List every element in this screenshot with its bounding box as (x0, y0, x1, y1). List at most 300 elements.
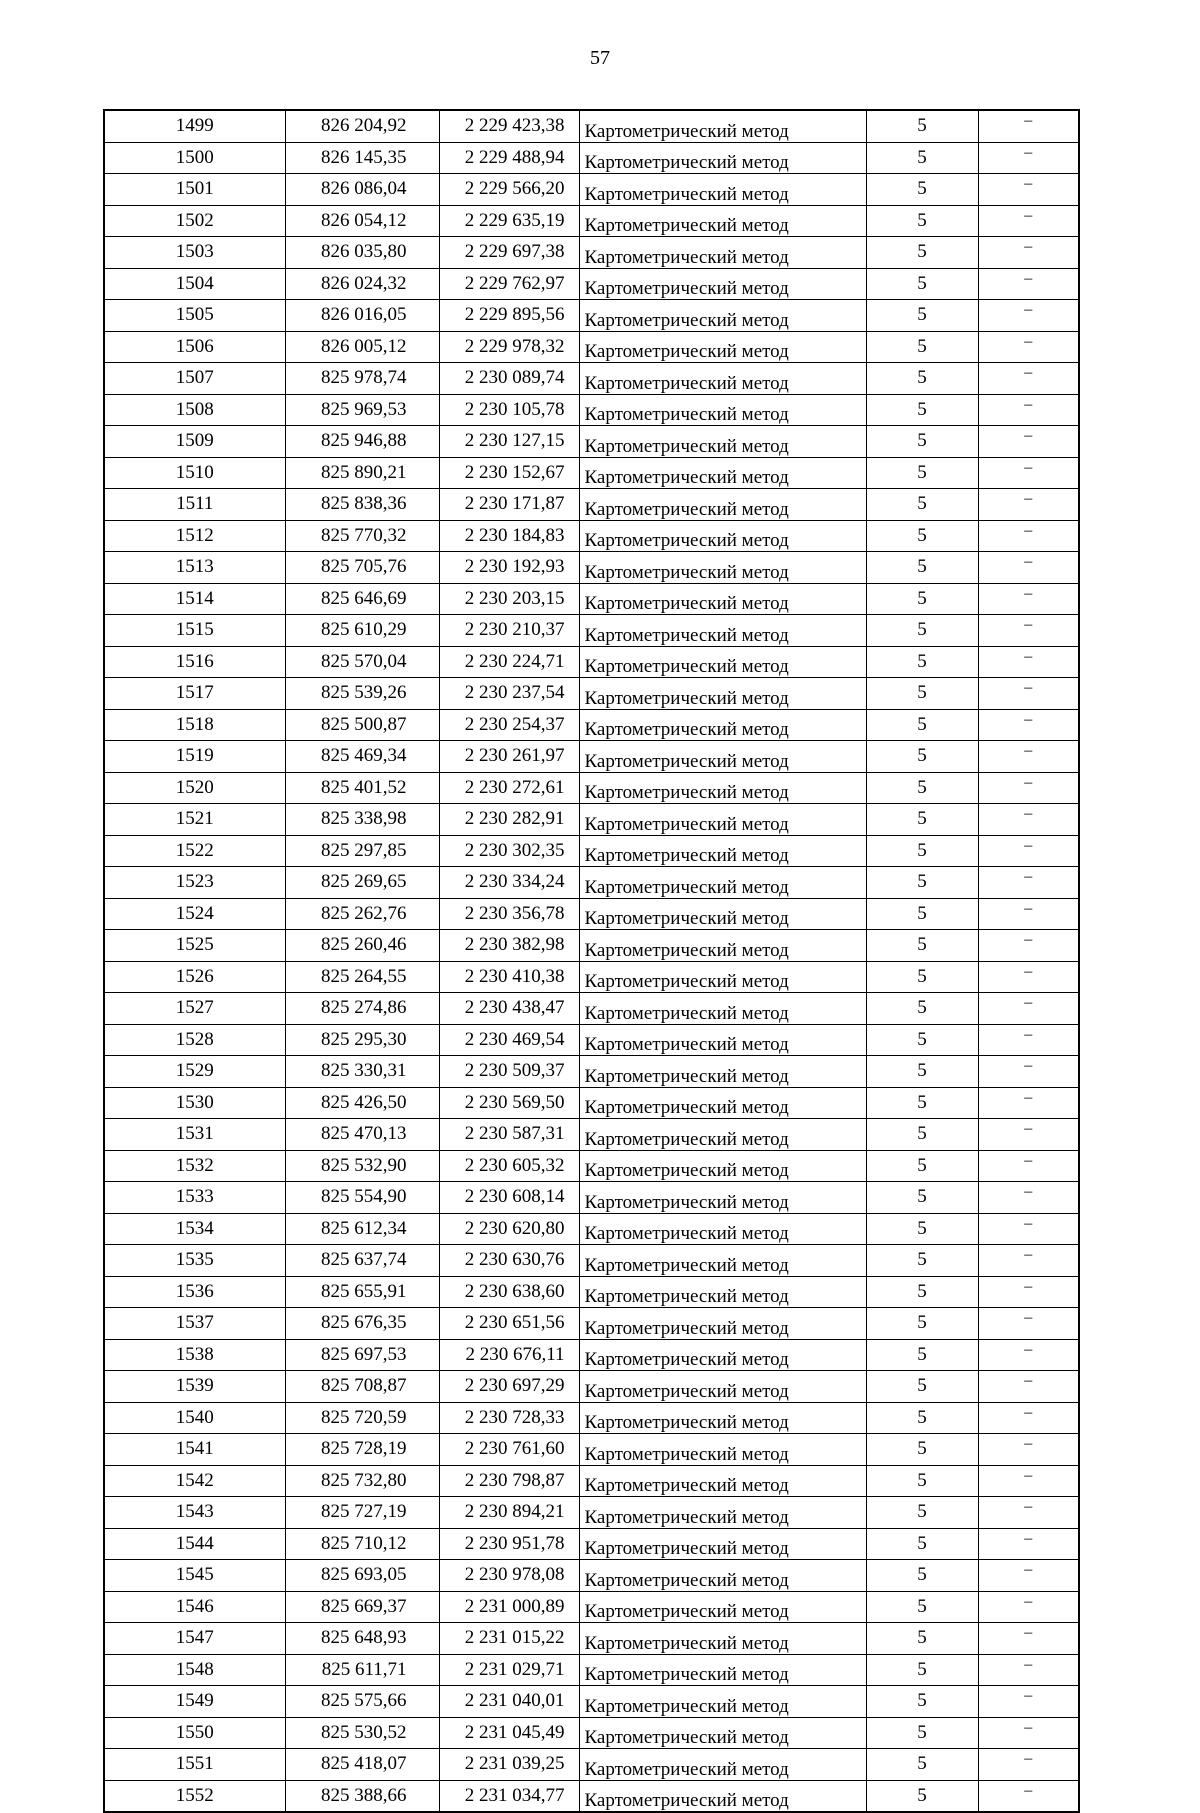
method-cell: Картометрический метод (579, 1560, 866, 1592)
accuracy-cell: 5 (866, 489, 978, 521)
point-number-cell: 1501 (104, 174, 285, 206)
table-row (104, 489, 1079, 521)
x-coordinate-cell: 825 269,65 (285, 867, 439, 899)
point-number-cell: 1538 (104, 1339, 285, 1371)
y-coordinate-cell: 2 230 224,71 (439, 646, 579, 678)
y-coordinate-cell: 2 230 254,37 (439, 709, 579, 741)
y-coordinate-cell: 2 230 438,47 (439, 993, 579, 1025)
point-number-cell: 1524 (104, 898, 285, 930)
x-coordinate-cell: 825 418,07 (285, 1749, 439, 1781)
y-coordinate-cell: 2 230 192,93 (439, 552, 579, 584)
note-cell: – (978, 1119, 1079, 1151)
method-cell: Картометрический метод (579, 1087, 866, 1119)
x-coordinate-cell: 825 470,13 (285, 1119, 439, 1151)
accuracy-cell: 5 (866, 835, 978, 867)
x-coordinate-cell: 825 669,37 (285, 1591, 439, 1623)
point-number-cell: 1550 (104, 1717, 285, 1749)
point-number-cell: 1508 (104, 394, 285, 426)
point-number-cell: 1522 (104, 835, 285, 867)
table-row (104, 583, 1079, 615)
note-cell: – (978, 1749, 1079, 1781)
x-coordinate-cell: 826 024,32 (285, 268, 439, 300)
x-coordinate-cell: 826 016,05 (285, 300, 439, 332)
note-cell: – (978, 898, 1079, 930)
point-number-cell: 1504 (104, 268, 285, 300)
note-cell: – (978, 363, 1079, 395)
note-cell: – (978, 1780, 1079, 1812)
x-coordinate-cell: 825 295,30 (285, 1024, 439, 1056)
note-cell: – (978, 1560, 1079, 1592)
note-cell: – (978, 1056, 1079, 1088)
method-cell: Картометрический метод (579, 1717, 866, 1749)
table-row (104, 1245, 1079, 1277)
table-row (104, 363, 1079, 395)
table-row (104, 237, 1079, 269)
y-coordinate-cell: 2 230 951,78 (439, 1528, 579, 1560)
accuracy-cell: 5 (866, 961, 978, 993)
method-cell: Картометрический метод (579, 1182, 866, 1214)
x-coordinate-cell: 825 770,32 (285, 520, 439, 552)
x-coordinate-cell: 825 720,59 (285, 1402, 439, 1434)
point-number-cell: 1549 (104, 1686, 285, 1718)
x-coordinate-cell: 825 978,74 (285, 363, 439, 395)
table-row (104, 1402, 1079, 1434)
accuracy-cell: 5 (866, 300, 978, 332)
method-cell: Картометрический метод (579, 1654, 866, 1686)
point-number-cell: 1505 (104, 300, 285, 332)
point-number-cell: 1527 (104, 993, 285, 1025)
y-coordinate-cell: 2 230 638,60 (439, 1276, 579, 1308)
method-cell: Картометрический метод (579, 615, 866, 647)
note-cell: – (978, 205, 1079, 237)
page-number: 57 (590, 47, 610, 69)
table-row (104, 1528, 1079, 1560)
y-coordinate-cell: 2 230 630,76 (439, 1245, 579, 1277)
table-row (104, 1024, 1079, 1056)
y-coordinate-cell: 2 230 089,74 (439, 363, 579, 395)
accuracy-cell: 5 (866, 772, 978, 804)
note-cell: – (978, 1591, 1079, 1623)
table-row (104, 1623, 1079, 1655)
table-row (104, 961, 1079, 993)
method-cell: Картометрический метод (579, 1591, 866, 1623)
point-number-cell: 1517 (104, 678, 285, 710)
note-cell: – (978, 1024, 1079, 1056)
accuracy-cell: 5 (866, 1402, 978, 1434)
note-cell: – (978, 835, 1079, 867)
note-cell: – (978, 1150, 1079, 1182)
accuracy-cell: 5 (866, 930, 978, 962)
point-number-cell: 1511 (104, 489, 285, 521)
accuracy-cell: 5 (866, 520, 978, 552)
point-number-cell: 1525 (104, 930, 285, 962)
accuracy-cell: 5 (866, 678, 978, 710)
method-cell: Картометрический метод (579, 930, 866, 962)
note-cell: – (978, 268, 1079, 300)
table-row (104, 268, 1079, 300)
point-number-cell: 1541 (104, 1434, 285, 1466)
accuracy-cell: 5 (866, 1182, 978, 1214)
y-coordinate-cell: 2 230 608,14 (439, 1182, 579, 1214)
table-row (104, 552, 1079, 584)
y-coordinate-cell: 2 230 587,31 (439, 1119, 579, 1151)
method-cell: Картометрический метод (579, 993, 866, 1025)
x-coordinate-cell: 825 708,87 (285, 1371, 439, 1403)
y-coordinate-cell: 2 230 184,83 (439, 520, 579, 552)
note-cell: – (978, 1402, 1079, 1434)
note-cell: – (978, 1182, 1079, 1214)
accuracy-cell: 5 (866, 237, 978, 269)
table-row (104, 709, 1079, 741)
accuracy-cell: 5 (866, 1245, 978, 1277)
y-coordinate-cell: 2 230 605,32 (439, 1150, 579, 1182)
table-row (104, 1749, 1079, 1781)
method-cell: Картометрический метод (579, 1623, 866, 1655)
method-cell: Картометрический метод (579, 1465, 866, 1497)
table-row (104, 1560, 1079, 1592)
method-cell: Картометрический метод (579, 772, 866, 804)
point-number-cell: 1516 (104, 646, 285, 678)
x-coordinate-cell: 825 539,26 (285, 678, 439, 710)
point-number-cell: 1536 (104, 1276, 285, 1308)
method-cell: Картометрический метод (579, 394, 866, 426)
y-coordinate-cell: 2 230 697,29 (439, 1371, 579, 1403)
x-coordinate-cell: 825 890,21 (285, 457, 439, 489)
method-cell: Картометрический метод (579, 709, 866, 741)
note-cell: – (978, 1213, 1079, 1245)
y-coordinate-cell: 2 229 566,20 (439, 174, 579, 206)
accuracy-cell: 5 (866, 583, 978, 615)
point-number-cell: 1506 (104, 331, 285, 363)
note-cell: – (978, 552, 1079, 584)
point-number-cell: 1523 (104, 867, 285, 899)
note-cell: – (978, 1339, 1079, 1371)
accuracy-cell: 5 (866, 709, 978, 741)
x-coordinate-cell: 825 388,66 (285, 1780, 439, 1812)
method-cell: Картометрический метод (579, 457, 866, 489)
note-cell: – (978, 331, 1079, 363)
method-cell: Картометрический метод (579, 678, 866, 710)
x-coordinate-cell: 825 697,53 (285, 1339, 439, 1371)
note-cell: – (978, 1371, 1079, 1403)
table-row (104, 1087, 1079, 1119)
accuracy-cell: 5 (866, 110, 978, 142)
accuracy-cell: 5 (866, 1024, 978, 1056)
accuracy-cell: 5 (866, 205, 978, 237)
method-cell: Картометрический метод (579, 300, 866, 332)
method-cell: Картометрический метод (579, 205, 866, 237)
y-coordinate-cell: 2 231 045,49 (439, 1717, 579, 1749)
accuracy-cell: 5 (866, 331, 978, 363)
table-row (104, 1780, 1079, 1812)
method-cell: Картометрический метод (579, 1402, 866, 1434)
table-row (104, 867, 1079, 899)
x-coordinate-cell: 826 035,80 (285, 237, 439, 269)
note-cell: – (978, 489, 1079, 521)
y-coordinate-cell: 2 230 272,61 (439, 772, 579, 804)
y-coordinate-cell: 2 229 895,56 (439, 300, 579, 332)
accuracy-cell: 5 (866, 1497, 978, 1529)
accuracy-cell: 5 (866, 457, 978, 489)
note-cell: – (978, 1245, 1079, 1277)
method-cell: Картометрический метод (579, 174, 866, 206)
y-coordinate-cell: 2 230 761,60 (439, 1434, 579, 1466)
x-coordinate-cell: 825 728,19 (285, 1434, 439, 1466)
y-coordinate-cell: 2 229 488,94 (439, 142, 579, 174)
point-number-cell: 1542 (104, 1465, 285, 1497)
accuracy-cell: 5 (866, 1717, 978, 1749)
note-cell: – (978, 583, 1079, 615)
coordinates-table (103, 109, 1080, 1813)
accuracy-cell: 5 (866, 615, 978, 647)
y-coordinate-cell: 2 231 040,01 (439, 1686, 579, 1718)
accuracy-cell: 5 (866, 1560, 978, 1592)
method-cell: Картометрический метод (579, 110, 866, 142)
accuracy-cell: 5 (866, 394, 978, 426)
method-cell: Картометрический метод (579, 1686, 866, 1718)
y-coordinate-cell: 2 230 509,37 (439, 1056, 579, 1088)
point-number-cell: 1531 (104, 1119, 285, 1151)
accuracy-cell: 5 (866, 1213, 978, 1245)
point-number-cell: 1512 (104, 520, 285, 552)
x-coordinate-cell: 825 648,93 (285, 1623, 439, 1655)
table-row (104, 394, 1079, 426)
x-coordinate-cell: 825 611,71 (285, 1654, 439, 1686)
y-coordinate-cell: 2 231 015,22 (439, 1623, 579, 1655)
y-coordinate-cell: 2 229 423,38 (439, 110, 579, 142)
y-coordinate-cell: 2 231 029,71 (439, 1654, 579, 1686)
y-coordinate-cell: 2 230 469,54 (439, 1024, 579, 1056)
accuracy-cell: 5 (866, 174, 978, 206)
x-coordinate-cell: 825 530,52 (285, 1717, 439, 1749)
y-coordinate-cell: 2 230 127,15 (439, 426, 579, 458)
method-cell: Картометрический метод (579, 552, 866, 584)
method-cell: Картометрический метод (579, 1024, 866, 1056)
accuracy-cell: 5 (866, 1276, 978, 1308)
accuracy-cell: 5 (866, 426, 978, 458)
x-coordinate-cell: 825 969,53 (285, 394, 439, 426)
x-coordinate-cell: 825 838,36 (285, 489, 439, 521)
note-cell: – (978, 1497, 1079, 1529)
method-cell: Картометрический метод (579, 268, 866, 300)
method-cell: Картометрический метод (579, 1528, 866, 1560)
y-coordinate-cell: 2 230 728,33 (439, 1402, 579, 1434)
point-number-cell: 1534 (104, 1213, 285, 1245)
table-row (104, 615, 1079, 647)
table-row (104, 646, 1079, 678)
table-row (104, 110, 1079, 142)
table-row (104, 205, 1079, 237)
point-number-cell: 1503 (104, 237, 285, 269)
point-number-cell: 1535 (104, 1245, 285, 1277)
x-coordinate-cell: 825 655,91 (285, 1276, 439, 1308)
point-number-cell: 1545 (104, 1560, 285, 1592)
table-row (104, 1150, 1079, 1182)
point-number-cell: 1519 (104, 741, 285, 773)
x-coordinate-cell: 825 570,04 (285, 646, 439, 678)
point-number-cell: 1533 (104, 1182, 285, 1214)
note-cell: – (978, 1528, 1079, 1560)
accuracy-cell: 5 (866, 1119, 978, 1151)
method-cell: Картометрический метод (579, 741, 866, 773)
y-coordinate-cell: 2 230 620,80 (439, 1213, 579, 1245)
y-coordinate-cell: 2 230 171,87 (439, 489, 579, 521)
note-cell: – (978, 993, 1079, 1025)
point-number-cell: 1510 (104, 457, 285, 489)
method-cell: Картометрический метод (579, 835, 866, 867)
y-coordinate-cell: 2 230 237,54 (439, 678, 579, 710)
x-coordinate-cell: 825 612,34 (285, 1213, 439, 1245)
note-cell: – (978, 961, 1079, 993)
method-cell: Картометрический метод (579, 1434, 866, 1466)
table-row (104, 331, 1079, 363)
y-coordinate-cell: 2 229 697,38 (439, 237, 579, 269)
table-row (104, 804, 1079, 836)
y-coordinate-cell: 2 230 676,11 (439, 1339, 579, 1371)
method-cell: Картометрический метод (579, 237, 866, 269)
note-cell: – (978, 426, 1079, 458)
note-cell: – (978, 1434, 1079, 1466)
point-number-cell: 1547 (104, 1623, 285, 1655)
table-row (104, 457, 1079, 489)
note-cell: – (978, 1087, 1079, 1119)
accuracy-cell: 5 (866, 1434, 978, 1466)
note-cell: – (978, 1465, 1079, 1497)
accuracy-cell: 5 (866, 898, 978, 930)
y-coordinate-cell: 2 229 635,19 (439, 205, 579, 237)
method-cell: Картометрический метод (579, 1056, 866, 1088)
x-coordinate-cell: 825 330,31 (285, 1056, 439, 1088)
method-cell: Картометрический метод (579, 1119, 866, 1151)
method-cell: Картометрический метод (579, 1749, 866, 1781)
note-cell: – (978, 174, 1079, 206)
x-coordinate-cell: 826 005,12 (285, 331, 439, 363)
y-coordinate-cell: 2 230 894,21 (439, 1497, 579, 1529)
y-coordinate-cell: 2 231 000,89 (439, 1591, 579, 1623)
note-cell: – (978, 520, 1079, 552)
accuracy-cell: 5 (866, 1339, 978, 1371)
x-coordinate-cell: 825 727,19 (285, 1497, 439, 1529)
method-cell: Картометрический метод (579, 804, 866, 836)
y-coordinate-cell: 2 230 105,78 (439, 394, 579, 426)
point-number-cell: 1530 (104, 1087, 285, 1119)
table-row (104, 1213, 1079, 1245)
table-body (104, 110, 1079, 1812)
x-coordinate-cell: 825 401,52 (285, 772, 439, 804)
x-coordinate-cell: 825 575,66 (285, 1686, 439, 1718)
x-coordinate-cell: 826 204,92 (285, 110, 439, 142)
table-row (104, 1056, 1079, 1088)
note-cell: – (978, 615, 1079, 647)
point-number-cell: 1500 (104, 142, 285, 174)
point-number-cell: 1520 (104, 772, 285, 804)
method-cell: Картометрический метод (579, 898, 866, 930)
table-row (104, 930, 1079, 962)
accuracy-cell: 5 (866, 1686, 978, 1718)
accuracy-cell: 5 (866, 1749, 978, 1781)
table-row (104, 1371, 1079, 1403)
table-row (104, 142, 1079, 174)
point-number-cell: 1543 (104, 1497, 285, 1529)
method-cell: Картометрический метод (579, 1780, 866, 1812)
y-coordinate-cell: 2 231 039,25 (439, 1749, 579, 1781)
table-row (104, 1276, 1079, 1308)
table-row (104, 1591, 1079, 1623)
point-number-cell: 1528 (104, 1024, 285, 1056)
x-coordinate-cell: 825 532,90 (285, 1150, 439, 1182)
note-cell: – (978, 772, 1079, 804)
note-cell: – (978, 110, 1079, 142)
table-row (104, 1717, 1079, 1749)
table-row (104, 898, 1079, 930)
x-coordinate-cell: 825 637,74 (285, 1245, 439, 1277)
x-coordinate-cell: 825 338,98 (285, 804, 439, 836)
point-number-cell: 1518 (104, 709, 285, 741)
y-coordinate-cell: 2 230 569,50 (439, 1087, 579, 1119)
note-cell: – (978, 804, 1079, 836)
point-number-cell: 1502 (104, 205, 285, 237)
table-row (104, 678, 1079, 710)
x-coordinate-cell: 825 705,76 (285, 552, 439, 584)
point-number-cell: 1499 (104, 110, 285, 142)
point-number-cell: 1526 (104, 961, 285, 993)
point-number-cell: 1537 (104, 1308, 285, 1340)
x-coordinate-cell: 825 710,12 (285, 1528, 439, 1560)
x-coordinate-cell: 825 260,46 (285, 930, 439, 962)
point-number-cell: 1515 (104, 615, 285, 647)
accuracy-cell: 5 (866, 993, 978, 1025)
point-number-cell: 1521 (104, 804, 285, 836)
method-cell: Картометрический метод (579, 1150, 866, 1182)
y-coordinate-cell: 2 230 210,37 (439, 615, 579, 647)
method-cell: Картометрический метод (579, 363, 866, 395)
accuracy-cell: 5 (866, 268, 978, 300)
y-coordinate-cell: 2 230 798,87 (439, 1465, 579, 1497)
note-cell: – (978, 741, 1079, 773)
y-coordinate-cell: 2 230 152,67 (439, 457, 579, 489)
y-coordinate-cell: 2 231 034,77 (439, 1780, 579, 1812)
accuracy-cell: 5 (866, 142, 978, 174)
accuracy-cell: 5 (866, 1308, 978, 1340)
method-cell: Картометрический метод (579, 961, 866, 993)
accuracy-cell: 5 (866, 646, 978, 678)
x-coordinate-cell: 825 676,35 (285, 1308, 439, 1340)
accuracy-cell: 5 (866, 1591, 978, 1623)
note-cell: – (978, 1654, 1079, 1686)
point-number-cell: 1529 (104, 1056, 285, 1088)
note-cell: – (978, 1276, 1079, 1308)
method-cell: Картометрический метод (579, 1497, 866, 1529)
accuracy-cell: 5 (866, 1465, 978, 1497)
method-cell: Картометрический метод (579, 1308, 866, 1340)
note-cell: – (978, 457, 1079, 489)
y-coordinate-cell: 2 230 410,38 (439, 961, 579, 993)
method-cell: Картометрический метод (579, 583, 866, 615)
accuracy-cell: 5 (866, 1371, 978, 1403)
table-row (104, 1434, 1079, 1466)
table-row (104, 1119, 1079, 1151)
point-number-cell: 1539 (104, 1371, 285, 1403)
x-coordinate-cell: 825 262,76 (285, 898, 439, 930)
x-coordinate-cell: 826 086,04 (285, 174, 439, 206)
method-cell: Картометрический метод (579, 1245, 866, 1277)
note-cell: – (978, 709, 1079, 741)
point-number-cell: 1540 (104, 1402, 285, 1434)
y-coordinate-cell: 2 229 978,32 (439, 331, 579, 363)
x-coordinate-cell: 826 145,35 (285, 142, 439, 174)
note-cell: – (978, 646, 1079, 678)
table-row (104, 993, 1079, 1025)
